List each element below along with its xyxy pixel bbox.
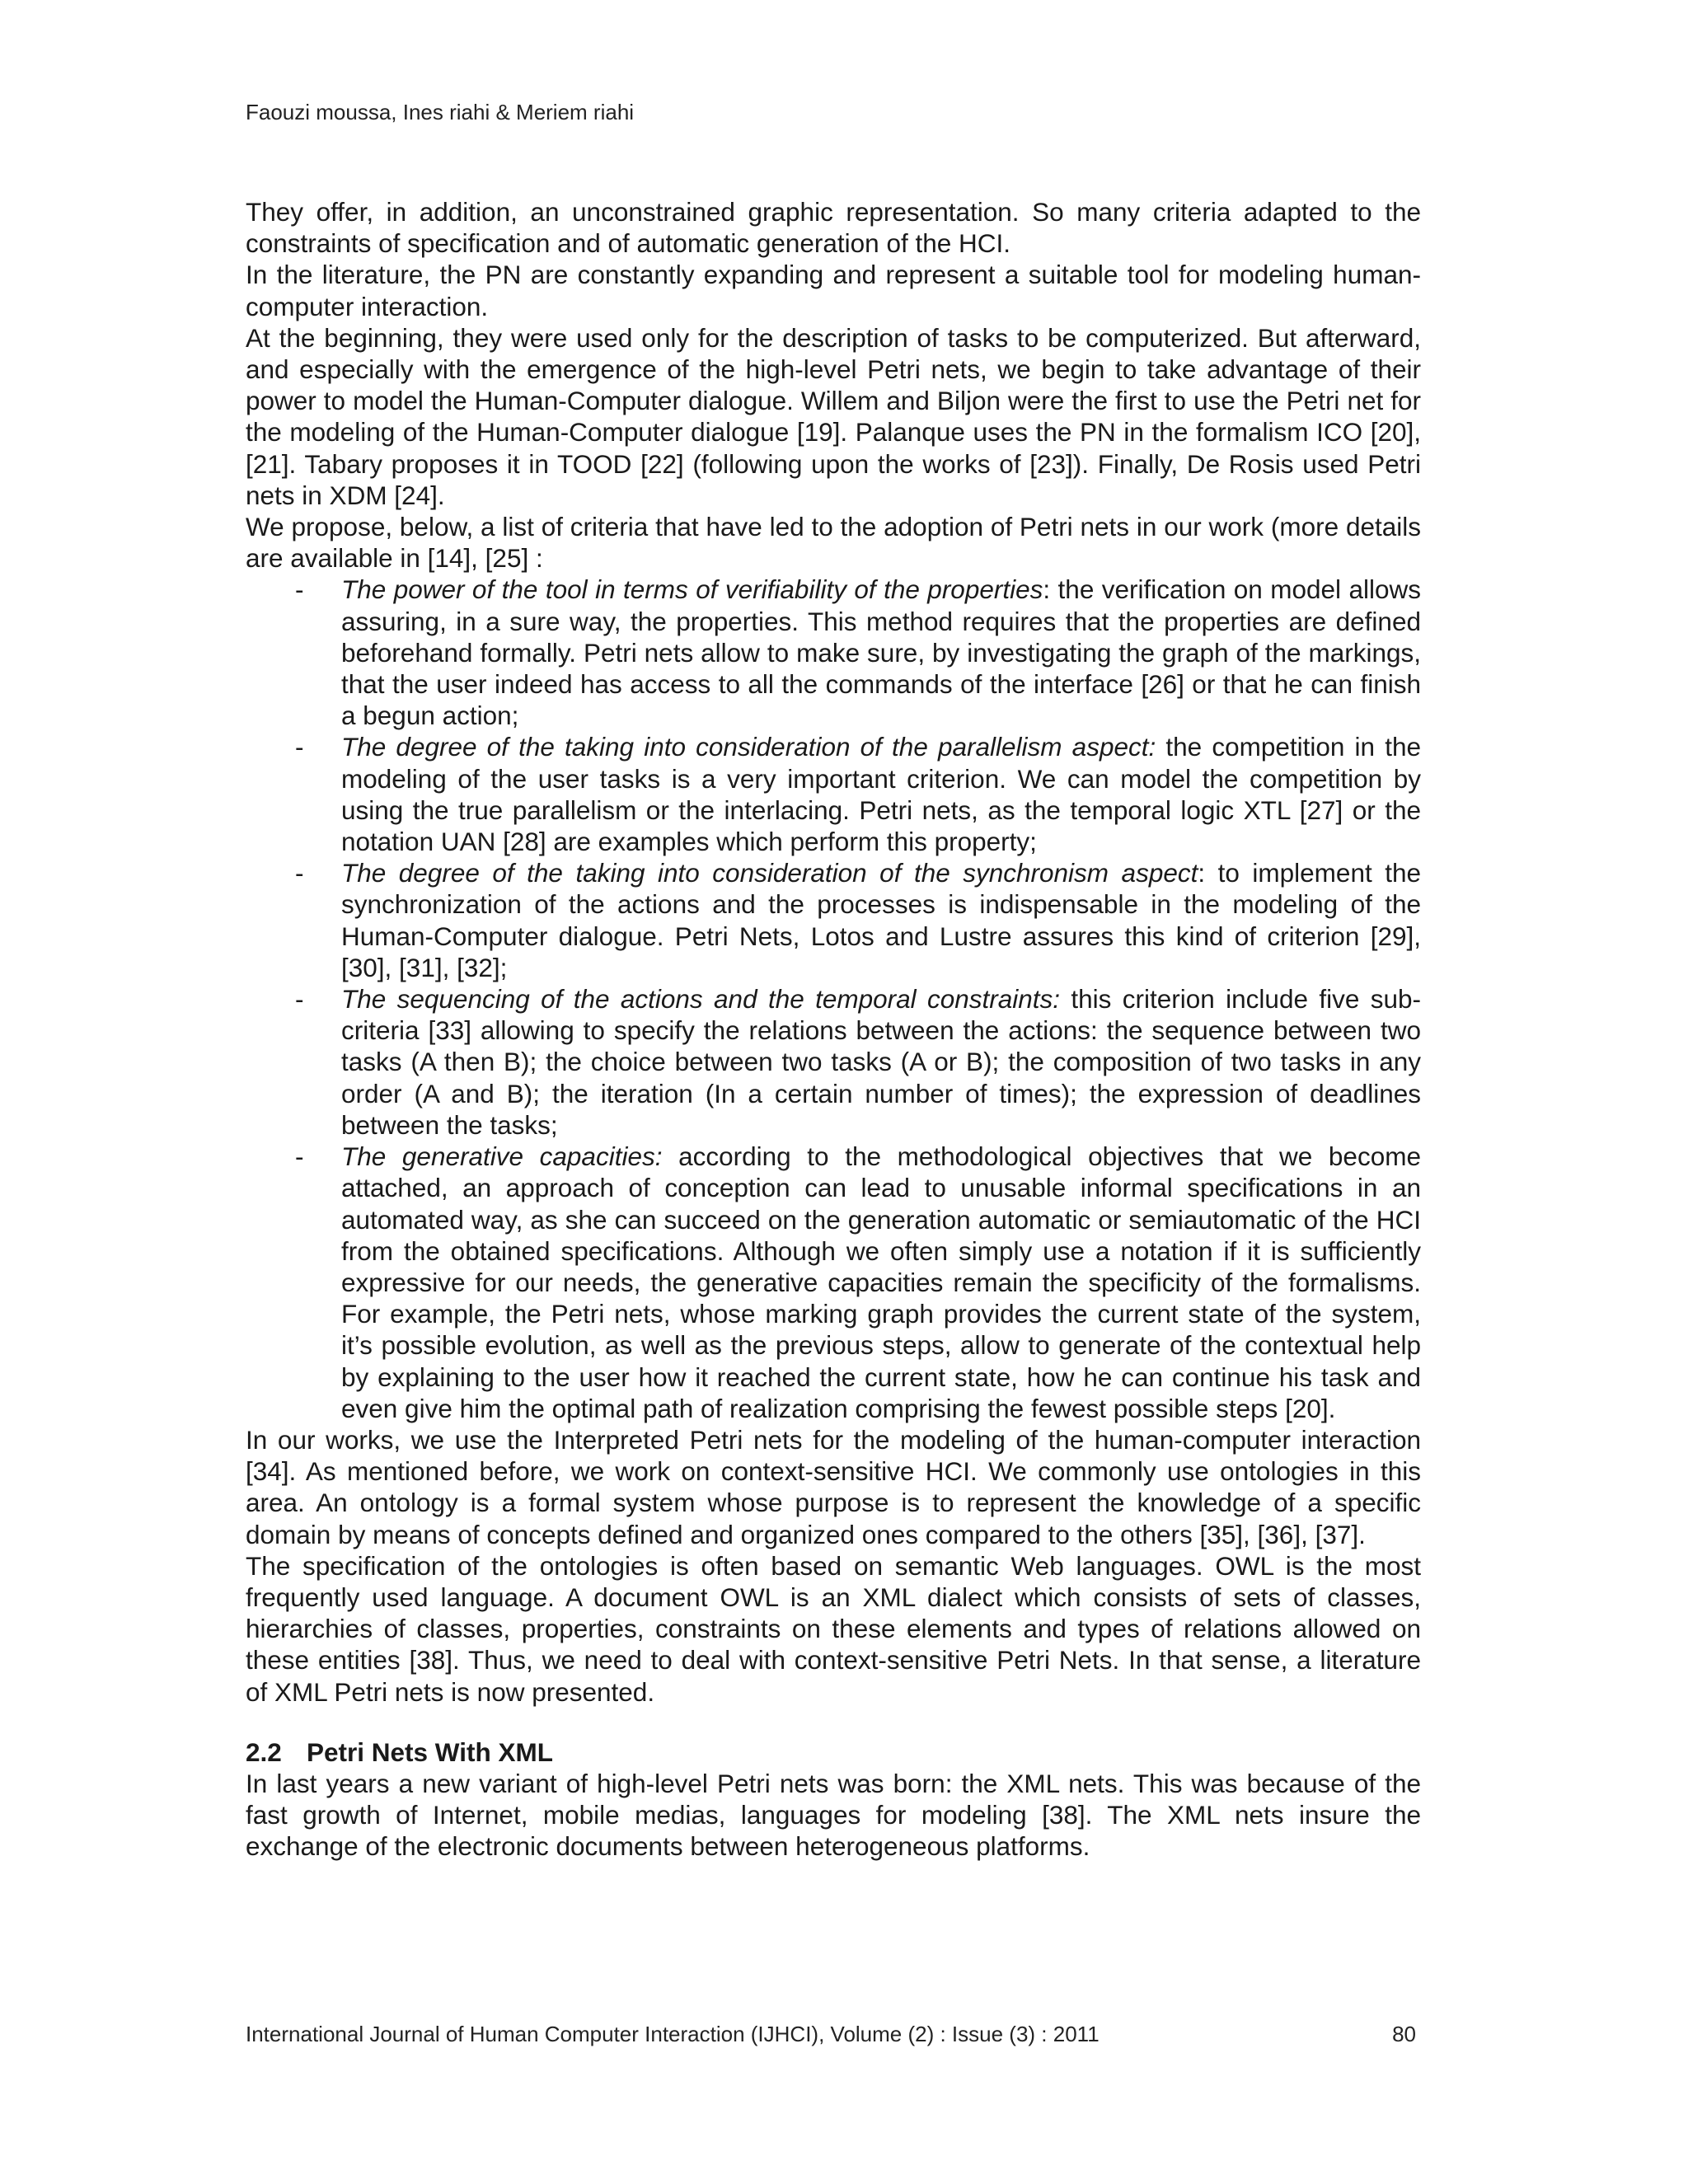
main-text	[246, 196, 1421, 1863]
criteria-item-synchronism	[246, 857, 1421, 983]
list-bullet: -	[295, 858, 304, 888]
criteria-item-sequencing	[246, 983, 1421, 1141]
section-number: 2.2	[246, 1736, 282, 1767]
criteria-title: The degree of the taking into consideration of the parallelism aspect:	[341, 732, 1156, 762]
criteria-item-verifiability	[246, 574, 1421, 731]
criteria-title: The sequencing of the actions and the temporal constraints:	[341, 984, 1061, 1015]
criteria-title: The generative capacities:	[341, 1141, 663, 1172]
section-heading	[246, 1736, 1421, 1768]
list-bullet: -	[295, 732, 304, 762]
paragraph-intro-1: They offer, in addition, an unconstrained graphic representation. So many criteria adapted to the constraints of specification and of automatic generation of the HCI.	[246, 197, 1421, 259]
criteria-title: The degree of the taking into consideration of the synchronism aspect	[341, 858, 1198, 888]
page-number: 80	[1392, 2022, 1416, 2046]
list-bullet: -	[295, 1141, 304, 1172]
paragraph-intro-4: We propose, below, a list of criteria that have led to the adoption of Petri nets in our work (more details are available in [14], [25] :	[246, 512, 1421, 574]
criteria-text: according to the methodological objectives that we become attached, an approach of conception can lead to unusable informal specifications in an automated way, as she can succeed on the generation automatic or semiautomatic of the HCI from the obtained specifications. Although we often simply use a notation if it is sufficiently expressive for our needs, the generative capacities remain the specificity of the formalisms. For example, the Petri nets, whose marking graph provides the current state of the system, it’s possible evolution, as well as the previous steps, allow to generate of the contextual help by explaining to the user how it reached the current state, how he can continue his task and even give him the optimal path of realization comprising the fewest possible steps [20].	[341, 1141, 1421, 1423]
criteria-text: the competition in the modeling of the user tasks is a very important criterion. We can model the competition by using the true parallelism or the interlacing. Petri nets, as the temporal logic XTL [27] or the notation UAN [28] are examples which perform this property;	[341, 732, 1422, 857]
criteria-text: : the verification on model allows assuring, in a sure way, the properties. This method requires that the properties are defined beforehand formally. Petri nets allow to make sure, by investigating the graph of the markings, that the user indeed has access to all the commands of the interface [26] or that he can finish a begun action;	[341, 574, 1421, 731]
footer-journal: International Journal of Human Computer Interaction (IJHCI), Volume (2) : Issue (3) : 2011	[246, 2022, 1100, 2046]
criteria-text: : to implement the synchronization of the actions and the processes is indispensable in the modeling of the Human-Computer dialogue. Petri Nets, Lotos and Lustre assures this kind of criterion [29], [30], [31], [32];	[341, 858, 1422, 982]
criteria-item-generative	[246, 1141, 1421, 1424]
criteria-title: The power of the tool in terms of verifiability of the properties	[341, 574, 1043, 605]
paragraph-ontologies-owl: The specification of the ontologies is often based on semantic Web languages. OWL is the most frequently used language. A document OWL is an XML dialect which consists of sets of classes, hierarchies of classes, properties, constraints on these elements and types of relations allowed on these entities [38]. Thus, we need to deal with context-sensitive Petri Nets. In that sense, a literature of XML Petri nets is now presented.	[246, 1550, 1421, 1707]
paragraph-intro-3: At the beginning, they were used only for the description of tasks to be computerized. But afterward, and especially with the emergence of the high-level Petri nets, we begin to take advantage of their power to model the Human-Computer dialogue. Willem and Biljon were the first to use the Petri net for the modeling of the Human-Computer dialogue [19]. Palanque uses the PN in the formalism ICO [20], [21]. Tabary proposes it in TOOD [22] (following upon the works of [23]). Finally, De Rosis used Petri nets in XDM [24].	[246, 322, 1421, 510]
paragraph-xml-nets: In last years a new variant of high-level Petri nets was born: the XML nets. This was because of the fast growth of Internet, mobile medias, languages for modeling [38]. The XML nets insure the exchange of the electronic documents between heterogeneous platforms.	[246, 1768, 1421, 1862]
criteria-text: this criterion include five sub-criteria [33] allowing to specify the relations between the actions: the sequence between two tasks (A then B); the choice between two tasks (A or B); the composition of two tasks in any order (A and B); the iteration (In a certain number of times); the expression of deadlines between the tasks;	[341, 984, 1421, 1140]
list-bullet: -	[295, 984, 304, 1015]
criteria-list	[246, 574, 1421, 1423]
paragraph-intro-2: In the literature, the PN are constantly expanding and represent a suitable tool for modeling human-computer interaction.	[246, 260, 1421, 321]
section-title: Petri Nets With XML	[307, 1736, 553, 1767]
list-bullet: -	[295, 574, 304, 605]
criteria-item-parallelism	[246, 731, 1421, 857]
paragraph-interpreted-petri-nets: In our works, we use the Interpreted Petri nets for the modeling of the human-computer interaction [34]. As mentioned before, we work on context-sensitive HCI. We commonly use ontologies in this area. An ontology is a formal system whose purpose is to represent the knowledge of a specific domain by means of concepts defined and organized ones compared to the others [35], [36], [37].	[246, 1424, 1421, 1549]
running-header-authors: Faouzi moussa, Ines riahi & Meriem riahi	[246, 100, 635, 124]
